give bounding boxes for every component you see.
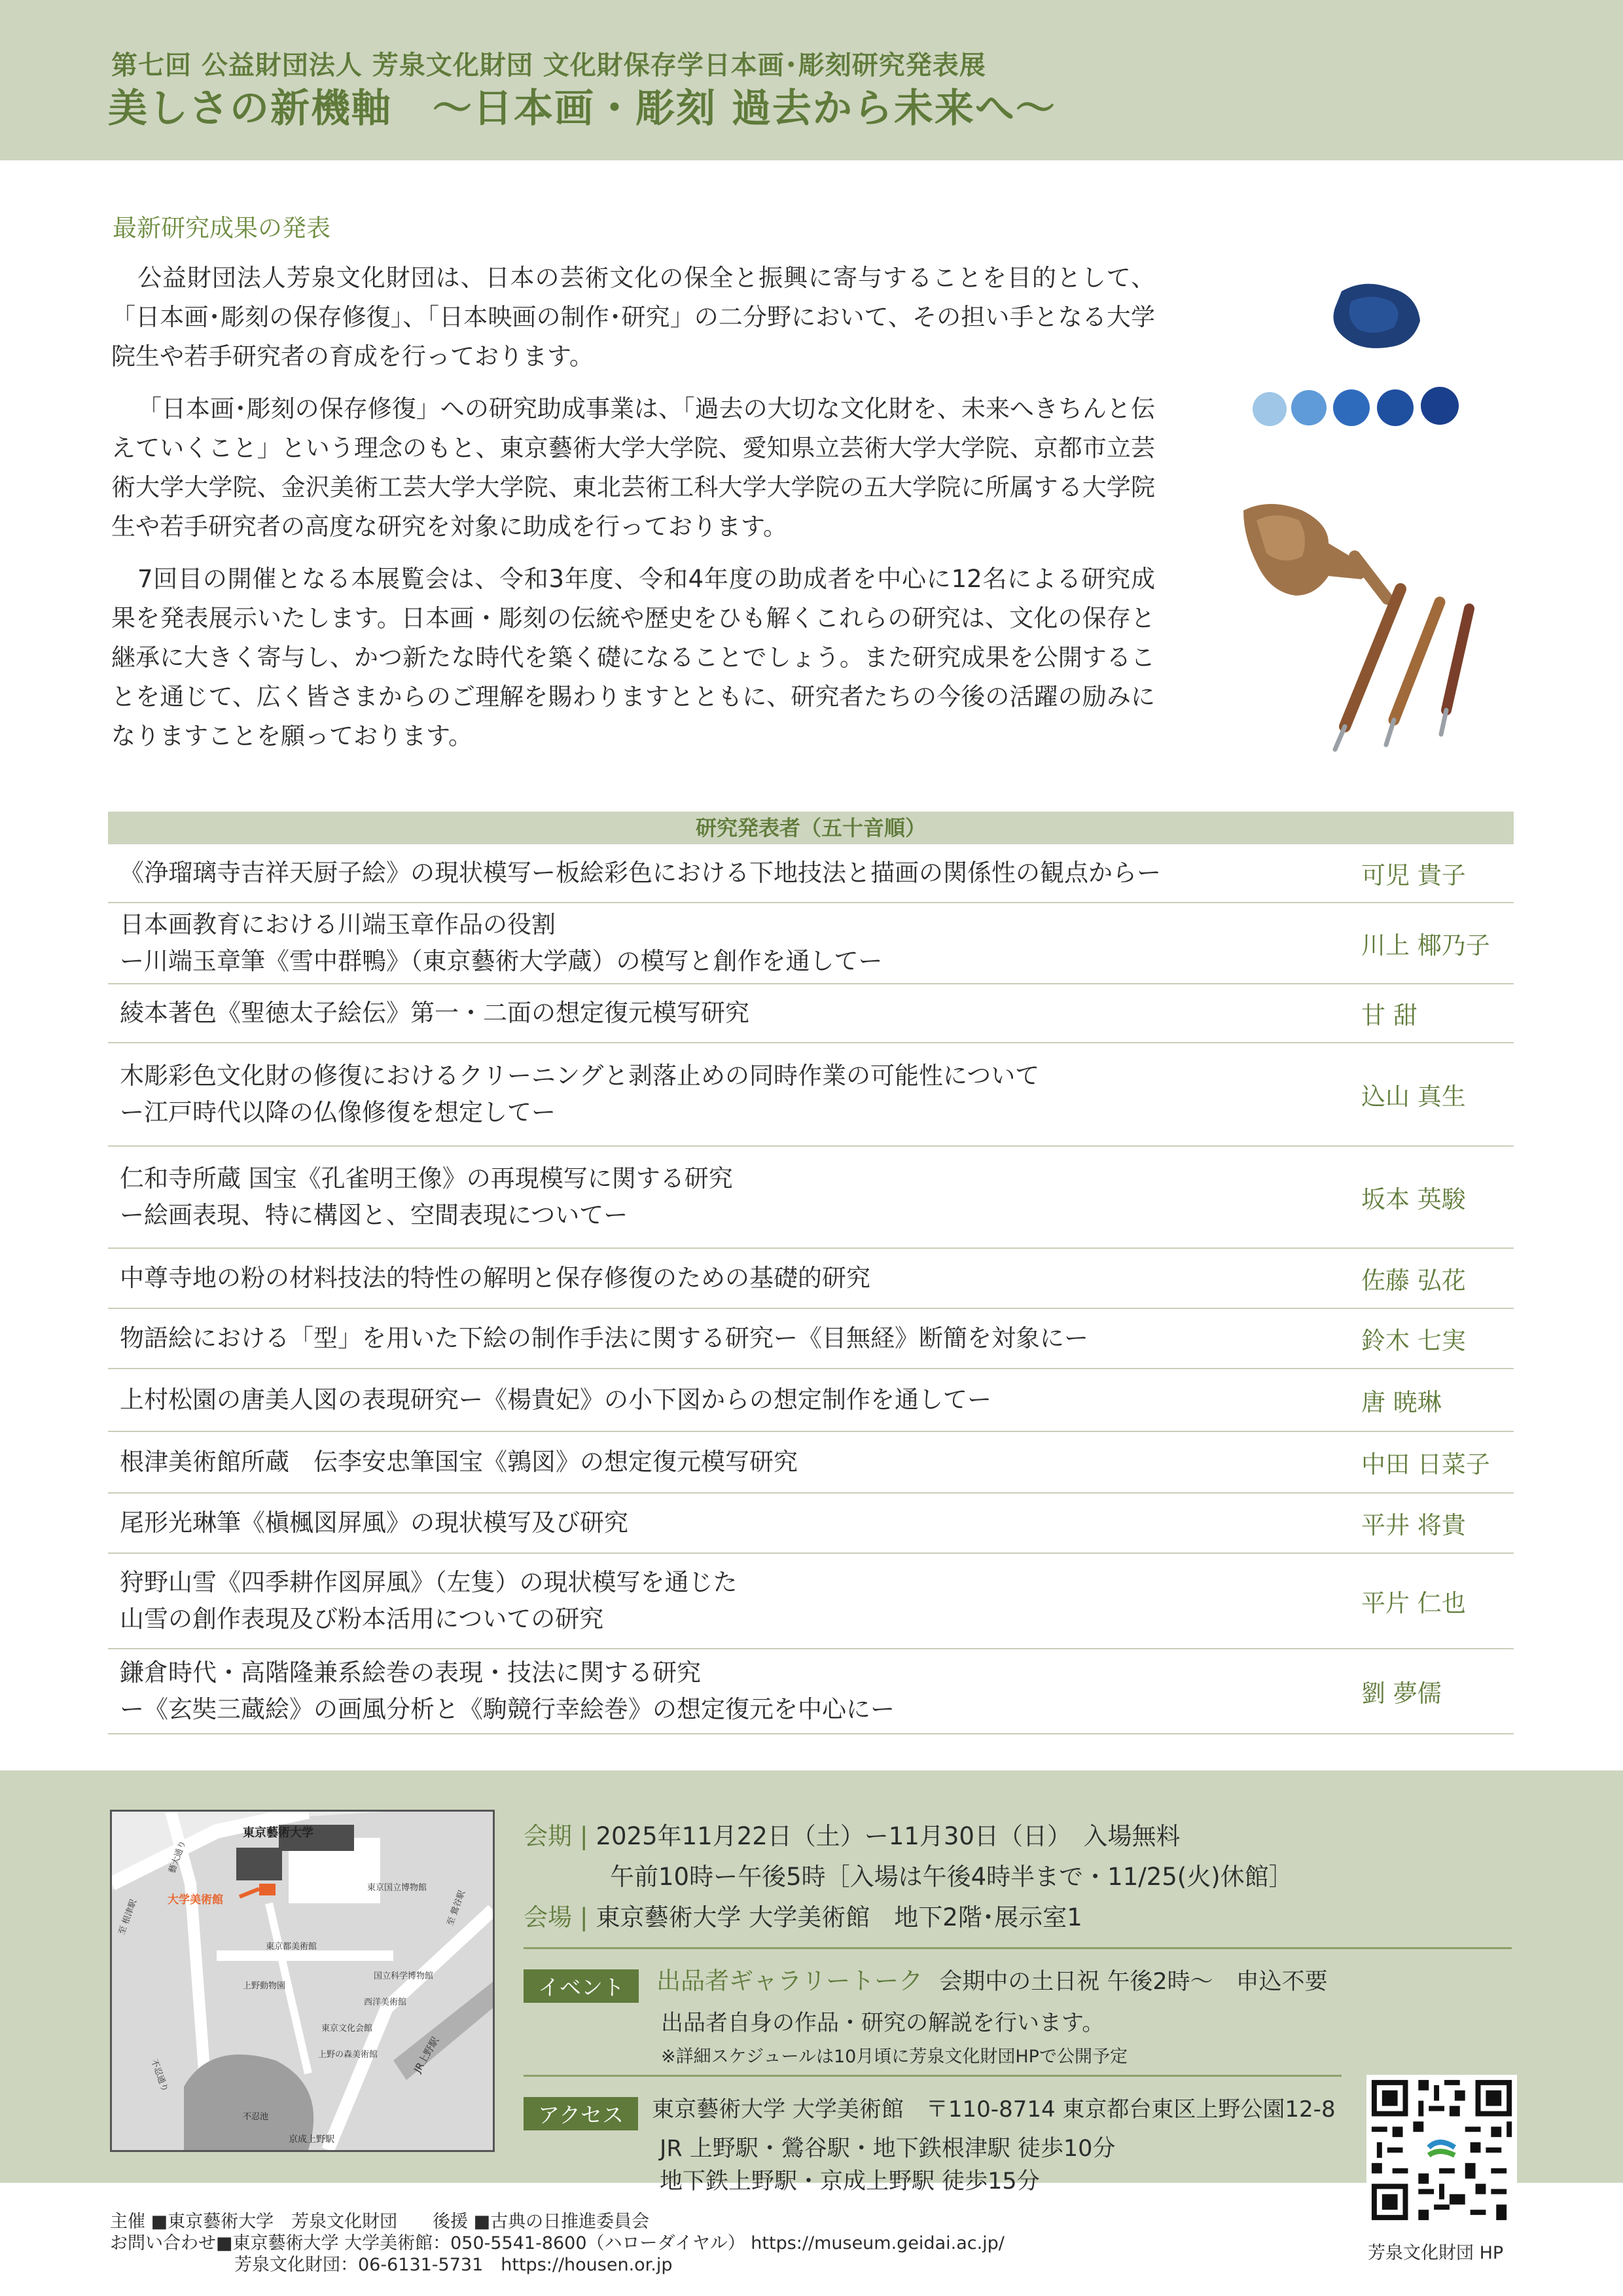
research-subtitle: 山雪の創作表現及び粉本活用についての研究 (120, 1605, 604, 1633)
presenter-name: 劉 夢儒 (1361, 1679, 1442, 1708)
event-tag: イベント (524, 1969, 639, 2003)
access-tag: アクセス (524, 2097, 638, 2130)
period-hours (610, 1857, 1293, 1892)
research-title: 仁和寺所蔵 国宝《孔雀明王像》の再現模写に関する研究 (120, 1164, 733, 1193)
period-line: 会期 | 2025年11月22日（土）ー11月30日（日） 入場無料 (524, 1822, 1181, 1850)
map-label: 東京国立博物館 (367, 1883, 427, 1893)
map-label: 藝大通り (167, 1839, 188, 1875)
header-band (0, 0, 1623, 160)
access-subway: 地下鉄上野駅・京成上野駅 徒歩15分 (660, 2168, 1040, 2195)
research-subtitle: ー《玄奘三蔵絵》の画風分析と《駒競行幸絵巻》の想定復元を中心にー (120, 1695, 895, 1723)
presenter-name: 可児 貴子 (1361, 861, 1466, 889)
qr-caption: 芳泉文化財団 HP (1368, 2243, 1504, 2263)
intro-heading: 最新研究成果の発表 (113, 214, 330, 242)
presenter-name: 甘 甜 (1361, 1001, 1418, 1030)
research-title: 尾形光琳筆《槇楓図屏風》の現状模写及び研究 (120, 1509, 628, 1537)
research-title: 狩野山雪《四季耕作図屏風》（左隻）の現状模写を通じた (120, 1568, 738, 1596)
research-title: 日本画教育における川端玉章作品の役割 (120, 910, 556, 939)
qr-code-icon[interactable] (1366, 2075, 1517, 2225)
table-row (108, 1649, 1514, 1734)
intro-paragraph: 公益財団法人芳泉文化財団は、日本の芸術文化の保全と振興に寄与することを目的として、「日本画･彫刻の保存修復」、「日本映画の制作･研究」の二分野において、その担い手となる大学院生や若手研究者の育成を行っております。 (111, 264, 1155, 370)
period-hours-text: 午前10時ー午後5時［入場は午後4時半まで・11/25(火)休館］ (610, 1863, 1293, 1891)
presenters-table (108, 844, 1514, 1734)
presenter-name: 鈴木 七実 (1361, 1327, 1466, 1355)
table-row (108, 1369, 1514, 1432)
intro-paragraph: 7回目の開催となる本展覧会は、令和3年度、令和4年度の助成者を中心に12名による研究成果を発表展示いたします。日本画・彫刻の伝統や歴史をひも解くこれらの研究は、文化の保存と継承に大きく寄与し、かつ新たな時代を築く礎になることでしょう。また研究成果を公開することを通じて、広く皆さまからのご理解を賜わりますとともに、研究者たちの今後の活躍の励みになりますことを願っております。 (111, 565, 1155, 750)
research-title: 《浄瑠璃寺吉祥天厨子絵》の現状模写ー板絵彩色における下地技法と描画の関係性の観点からー (120, 859, 1161, 887)
research-title: 鎌倉時代・高階隆兼系絵巻の表現・技法に関する研究 (120, 1659, 701, 1687)
access-address: 東京藝術大学 大学美術館 〒110-8714 東京都台東区上野公園12-8 (652, 2096, 1336, 2123)
presenter-name: 中田 日菜子 (1361, 1450, 1490, 1479)
research-title: 綾本著色《聖徳太子絵伝》第一・二面の想定復元模写研究 (120, 999, 749, 1027)
presenters-heading: 研究発表者（五十音順） (108, 812, 1514, 844)
map-label: 国立科学博物館 (374, 1971, 434, 1981)
research-title: 中尊寺地の粉の材料技法的特性の解明と保存修復のための基礎的研究 (120, 1264, 870, 1292)
map-label: 不忍通り (149, 2058, 170, 2094)
venue-text: 東京藝術大学 大学美術館 地下2階･展示室1 (596, 1903, 1082, 1931)
presenter-name: 込山 真生 (1361, 1083, 1466, 1111)
presenter-name: 坂本 英駿 (1361, 1185, 1466, 1213)
event-title: 出品者ギャラリートーク (656, 1967, 923, 1995)
map-label: 上野の森美術館 (318, 2050, 378, 2060)
event-note: ※詳細スケジュールは10月頃に芳泉文化財団HPで公開予定 (661, 2047, 1128, 2067)
map-label: JR上野駅 (411, 2035, 442, 2075)
access-jr: JR 上野駅・鶯谷駅・地下鉄根津駅 徒歩10分 (660, 2136, 1116, 2162)
event-line (524, 1961, 1328, 2003)
presenter-name: 平井 将貴 (1361, 1511, 1466, 1539)
intro-text (111, 259, 1155, 769)
venue-line: 会場 | 東京藝術大学 大学美術館 地下2階･展示室1 (524, 1903, 1082, 1931)
table-row (108, 903, 1514, 984)
map-label: 至 根津駅 (116, 1898, 139, 1937)
research-title: 根津美術館所蔵 伝李安忠筆国宝《鶉図》の想定復元模写研究 (120, 1448, 798, 1476)
research-title: 上村松園の唐美人図の表現研究ー《楊貴妃》の小下図からの想定制作を通してー (120, 1386, 991, 1414)
table-row (108, 1043, 1514, 1147)
map-label: 上野動物園 (243, 1981, 286, 1991)
table-row (108, 1494, 1514, 1554)
footer-foundation: 芳泉文化財団：06-6131-5731 https://housen.or.jp (234, 2255, 673, 2275)
pigment-photo (1243, 278, 1492, 442)
presenter-name: 平片 仁也 (1361, 1589, 1466, 1617)
map-label: 東京都美術館 (266, 1942, 317, 1952)
table-row (108, 1249, 1514, 1309)
event-description: 出品者自身の作品・研究の解説を行います。 (661, 2010, 1105, 2036)
map-label: 東京文化会館 (321, 2024, 373, 2034)
table-row (108, 984, 1514, 1043)
table-row (108, 1147, 1514, 1249)
footer-contact: お問い合わせ■東京藝術大学 大学美術館：050-5541-8600（ハローダイヤル） https://museum.geidai.ac.jp/ (110, 2233, 1005, 2253)
map-label: 西洋美術館 (364, 1998, 407, 2007)
sculpture-tools-photo (1230, 484, 1505, 759)
exhibition-title: 美しさの新機軸 〜日本画・彫刻 過去から未来へ〜 (108, 86, 1056, 132)
event-time: 会期中の土日祝 午後2時〜 申込不要 (939, 1969, 1328, 1995)
presenter-name: 唐 暁琳 (1361, 1388, 1442, 1416)
map-label: 東京藝術大学 (243, 1826, 313, 1840)
presenter-name: 佐藤 弘花 (1361, 1266, 1466, 1295)
divider (524, 1947, 1512, 1949)
access-map (110, 1810, 495, 2152)
footer-organizer: 主催 ■東京藝術大学 芳泉文化財団 後援 ■古典の日推進委員会 (110, 2212, 650, 2232)
table-row (108, 1554, 1514, 1649)
table-row (108, 1432, 1514, 1494)
research-subtitle: ー江戸時代以降の仏像修復を想定してー (120, 1098, 556, 1126)
research-subtitle: ー絵画表現、特に構図と、空間表現についてー (120, 1201, 628, 1229)
map-label: 至 鶯谷駅 (445, 1889, 467, 1928)
presenter-name: 川上 椰乃子 (1361, 931, 1490, 960)
table-row (108, 1309, 1514, 1369)
map-label: 京成上野駅 (289, 2134, 334, 2145)
map-label: 大学美術館 (168, 1893, 223, 1907)
venue-label: 会場 (524, 1903, 572, 1931)
table-row (108, 844, 1514, 903)
period-label: 会期 (524, 1822, 572, 1850)
research-title: 木彫彩色文化財の修復におけるクリーニングと剥落止めの同時作業の可能性について (120, 1062, 1040, 1090)
access-line (524, 2091, 1336, 2130)
divider (524, 2075, 1342, 2077)
period-dates: 2025年11月22日（土）ー11月30日（日） 入場無料 (596, 1822, 1181, 1850)
research-title: 物語絵における「型」を用いた下絵の制作手法に関する研究ー《目無経》断簡を対象にー (120, 1324, 1088, 1352)
intro-paragraph: 「日本画･彫刻の保存修復」への研究助成事業は、「過去の大切な文化財を、未来へきちんと伝えていくこと」という理念のもと、東京藝術大学大学院、愛知県立芸術大学大学院、京都市立芸術大学大学院、金沢美術工芸大学大学院、東北芸術工科大学大学院の五大学院に所属する大学院生や若手研究者の高度な研究を対象に助成を行っております。 (111, 395, 1155, 541)
map-label: 不忍池 (243, 2112, 269, 2122)
exhibition-subtitle: 第七回 公益財団法人 芳泉文化財団 文化財保存学日本画･彫刻研究発表展 (111, 50, 986, 81)
research-subtitle: ー川端玉章筆《雪中群鴨》（東京藝術大学蔵）の模写と創作を通してー (120, 947, 883, 975)
